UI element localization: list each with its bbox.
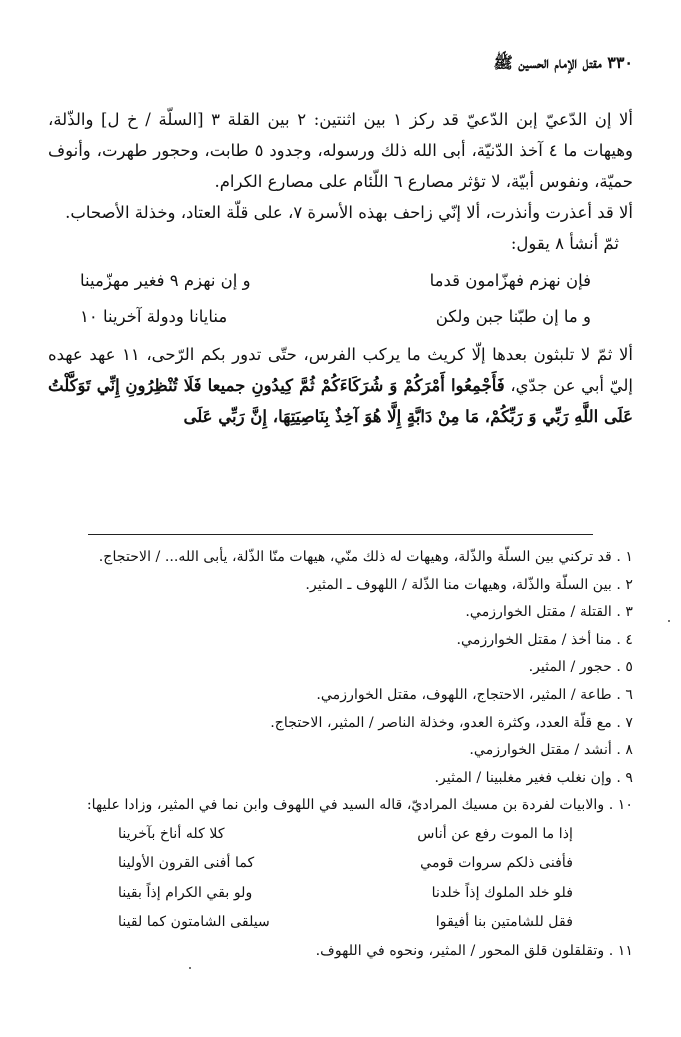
book-title: مقتل الإمام الحسين [518, 53, 602, 72]
poem-hemistich-first: فإن نهزم فهزّامون قدما [429, 271, 591, 290]
poem [48, 263, 633, 335]
footnote-10: ١٠ . والابيات لفردة بن مسيك المراديّ، قاله السيد في اللهوف وابن نما في المثير، وزادا عليها: [86, 797, 633, 814]
verse-hemistich-second: سيلقى الشامتون كما لقينا [118, 914, 270, 931]
footnote-3: ٣ . القتلة / مقتل الخوارزمي. [465, 604, 633, 621]
honorific-glyph: ﷺ [493, 53, 513, 72]
poem-hemistich-first: و ما إن طبّنا جبن ولكن [435, 307, 591, 326]
footnote-1: ١ . قد تركني بين السلّة والذّلة، وهيهات له ذلك منّي، هيهات منّا الذّلة، يأبى الله... / الاحتجاج. [98, 549, 633, 565]
footnotes [48, 544, 633, 966]
footnote-verse [48, 849, 633, 879]
footnote-11: ١١ . وتقلقلون قلق المحور / المثير، ونحوه في اللهوف. [315, 942, 633, 959]
main-text [48, 104, 633, 432]
footnote-separator [88, 534, 593, 535]
paragraph-3: ثمّ أنشأ ٨ يقول: [510, 234, 619, 253]
quran-verse: فَأَجْمِعُوا أَمْرَكُمْ وَ شُرَكَاءَكُمْ ثُمَّ كِيدُونِ جميعا فَلَا تُنْظِرُونِ [125, 376, 505, 395]
footnote-verse [48, 820, 633, 850]
paragraph-2: ألا قد أعذرت وأنذرت، ألا إنّي زاحف بهذه الأسرة ٧، على قلّة العتاد، وخذلة الأصحاب. [65, 203, 633, 222]
footnote-7: ٧ . مع قلّة العدد، وكثرة العدو، وخذلة الناصر / المثير، الاحتجاج. [270, 714, 633, 731]
scan-speck [668, 620, 670, 622]
footnote-verse [48, 879, 633, 909]
verse-hemistich-first: فلو خلد الملوك إذاً خلدنا [431, 884, 573, 901]
footnote-8: ٨ . أنشد / مقتل الخوارزمي. [469, 742, 633, 759]
footnote-6: ٦ . طاعة / المثير، الاحتجاج، اللهوف، مقتل الخوارزمي. [316, 686, 633, 703]
running-header [48, 50, 633, 76]
footnote-verse [48, 908, 633, 938]
scan-speck [189, 967, 191, 969]
verse-hemistich-first: فقل للشامتين بنا أفيقوا [435, 914, 573, 931]
quran-verse: إِنِّي تَوَكَّلْتُ عَلَى اللَّهِ رَبِّي وَ رَبِّكُمْ، مَا مِنْ دَابَّةٍ إِلَّا هُوَ آخِذٌ بِنَاصِيَتِهَا، إِنَّ رَبِّي عَلَى [48, 376, 633, 426]
poem-line-2 [48, 299, 633, 335]
verse-hemistich-second: كما أفنى القرون الأولينا [118, 855, 255, 872]
footnote-9: ٩ . وإن نغلب فغير مغلبينا / المثير. [434, 769, 633, 786]
poem-hemistich-second: منايانا ودولة آخرينا ١٠ [80, 307, 228, 326]
poem-line-1 [48, 263, 633, 299]
poem-hemistich-second: و إن نهزم ٩ فغير مهزّمينا [80, 271, 251, 290]
footnote-2: ٢ . بين السلّة والذّلة، وهيهات منا الذّلة / اللهوف ـ المثير. [305, 576, 633, 593]
verse-hemistich-second: كلا كله أناخ بآخرينا [118, 825, 225, 842]
verse-hemistich-first: فأفنى ذلكم سروات قومي [420, 855, 573, 872]
verse-hemistich-second: ولو بقي الكرام إذاً بقينا [118, 884, 253, 901]
paragraph-4-text: ألا ثمّ لا تلبثون بعدها إلّا كريث ما يركب الفرس، حتّى تدور بكم الرّحى، ١١ عهد عهده إليّ أبي عن جدّي، [48, 345, 634, 395]
paragraph-4 [48, 339, 633, 432]
verse-hemistich-first: إذا ما الموت رفع عن أناس [417, 825, 573, 842]
paragraph-1: ألا إن الدّعيّ إبن الدّعيّ قد ركز ١ بين اثنتين: ٢ بين القلة ٣ [السلّة / خ ل] والذّلة، وهيهات ما ٤ آخذ الدّنيّة، أبى الله ذلك ورسوله، وجدود ٥ طابت، وحجور طهرت، وأنوف حميّة، ونفوس أبيّة، لا تؤثر مصارع ٦ اللّئام على مصارع الكرام. [48, 110, 633, 191]
footnote-5: ٥ . حجور / المثير. [528, 659, 633, 676]
footnote-4: ٤ . منا أخذ / مقتل الخوارزمي. [456, 631, 633, 648]
page-number: ٣٣٠ [607, 53, 633, 72]
